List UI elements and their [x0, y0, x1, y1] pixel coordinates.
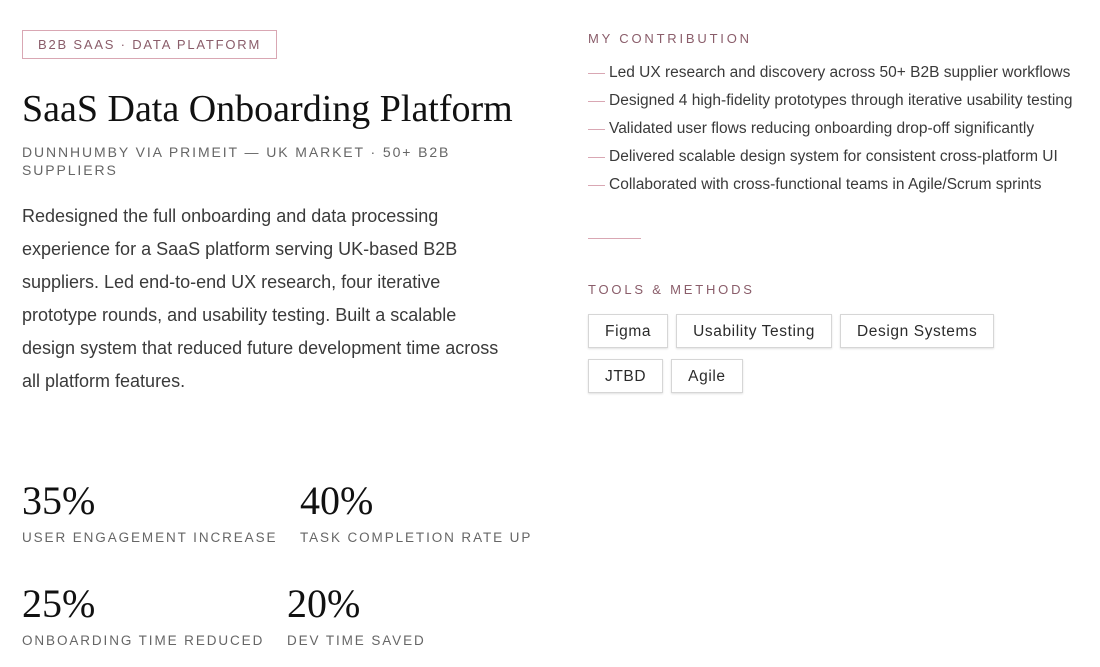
project-subtitle: DUNNHUMBY VIA PRIMEIT — UK MARKET · 50+ B2B SUPPLIERS: [22, 144, 451, 178]
tools-heading: TOOLS & METHODS: [588, 282, 755, 297]
contribution-item: [588, 175, 1077, 195]
dash-icon: [588, 157, 605, 158]
metric-value: 25%: [22, 581, 96, 626]
metric-label: DEV TIME SAVED: [287, 633, 426, 648]
contribution-item: [588, 147, 1077, 167]
dash-icon: [588, 101, 605, 102]
dash-icon: [588, 185, 605, 186]
metric-dev-time: [287, 581, 426, 649]
dash-icon: [588, 129, 605, 130]
contribution-item: [588, 63, 1077, 83]
section-divider: [588, 238, 641, 239]
tool-tag-design-systems: Design Systems: [840, 314, 994, 348]
category-tag: B2B SAAS · DATA PLATFORM: [22, 30, 277, 59]
tool-tag-figma: Figma: [588, 314, 668, 348]
contribution-text: Led UX research and discovery across 50+ B2B supplier workflows: [609, 64, 1071, 81]
tool-tag-jtbd: JTBD: [588, 359, 663, 393]
metrics-row: [22, 581, 582, 649]
tool-tag-usability-testing: Usability Testing: [676, 314, 832, 348]
project-details: [588, 31, 1088, 404]
contribution-heading: MY CONTRIBUTION: [588, 31, 752, 46]
metric-value: 35%: [22, 478, 96, 523]
metric-user-engagement: [22, 478, 300, 546]
contribution-list: [588, 63, 1088, 195]
tools-list: [588, 314, 1048, 404]
project-title: SaaS Data Onboarding Platform: [22, 88, 513, 130]
contribution-item: [588, 119, 1077, 139]
metrics-row: [22, 478, 582, 546]
contribution-text: Validated user flows reducing onboarding drop-off significantly: [609, 120, 1035, 137]
contribution-text: Delivered scalable design system for consistent cross-platform UI: [609, 148, 1058, 165]
metric-label: USER ENGAGEMENT INCREASE: [22, 530, 278, 545]
metrics-section: [22, 478, 582, 649]
tool-tag-agile: Agile: [671, 359, 742, 393]
metric-value: 40%: [300, 478, 374, 523]
metric-task-completion: [300, 478, 532, 546]
metric-onboarding-time: [22, 581, 287, 649]
contribution-text: Collaborated with cross-functional teams in Agile/Scrum sprints: [609, 176, 1042, 193]
project-overview: [22, 30, 522, 398]
metric-value: 20%: [287, 581, 361, 626]
metric-label: ONBOARDING TIME REDUCED: [22, 633, 265, 648]
contribution-text: Designed 4 high-fidelity prototypes through iterative usability testing: [609, 92, 1073, 109]
project-description: Redesigned the full onboarding and data processing experience for a SaaS platform serving UK-based B2B suppliers. Led end-to-end UX research, four iterative prototype rounds, and usability testing. Built a scalable design system that reduced future development time across all platform features.: [22, 206, 499, 391]
contribution-item: [588, 91, 1077, 111]
dash-icon: [588, 73, 605, 74]
metric-label: TASK COMPLETION RATE UP: [300, 530, 533, 545]
